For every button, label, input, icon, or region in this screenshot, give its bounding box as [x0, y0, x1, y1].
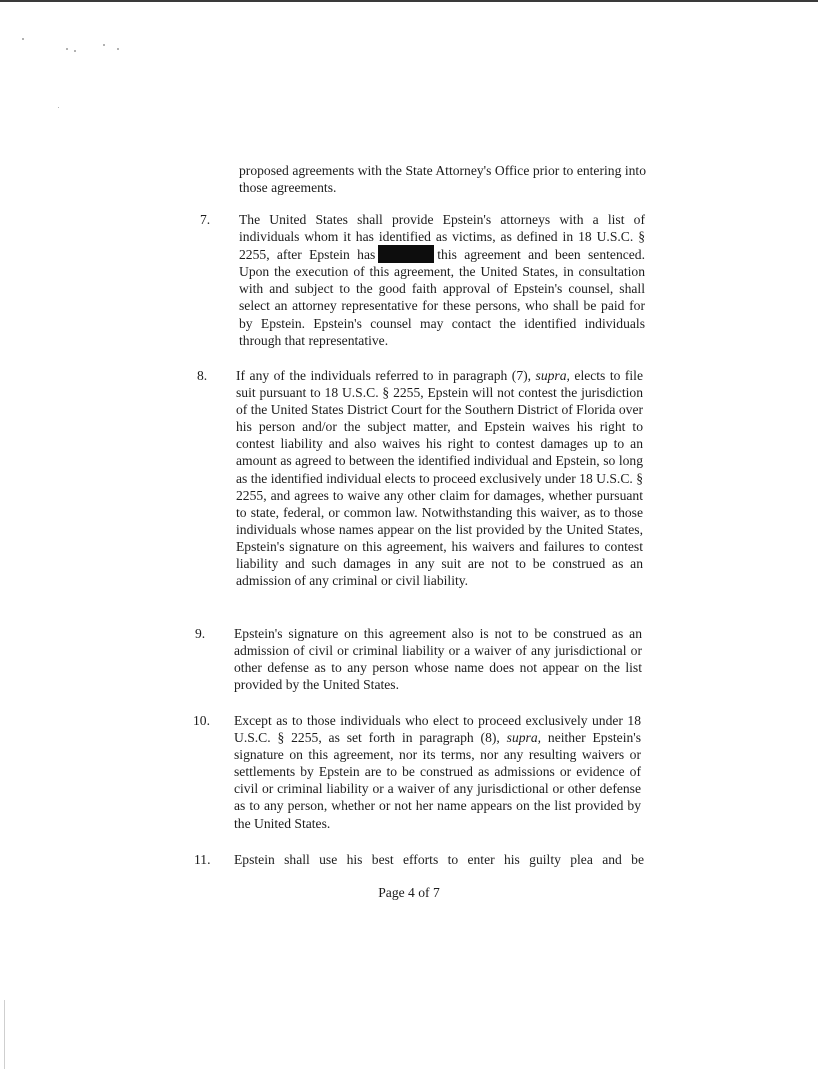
paragraph-number-10: 10.	[193, 713, 210, 728]
scan-speck	[117, 48, 119, 50]
paragraph-number-8: 8.	[197, 368, 208, 383]
paragraph-10	[234, 712, 641, 832]
paragraph-8	[236, 367, 643, 589]
scan-speck	[74, 50, 76, 52]
scan-speck	[58, 107, 59, 108]
paragraph-7-text-b: this agreement and been sentenced. Upon the execution of this agreement, the United States, in consultation with and subject to the good faith approval of Epstein's counsel, shall select an attorney representative for these persons, who shall be paid for by Epstein. Epstein's counsel may contact the identified individuals through that representative.	[239, 247, 645, 348]
scan-speck	[103, 44, 105, 46]
paragraph-7-text-a: The United States shall provide Epstein's attorneys with a list of individuals whom it has identified as victims, as defined in 18 U.S.C. § 2255, after Epstein has	[239, 212, 645, 263]
redaction-block	[378, 245, 434, 263]
scan-speck	[66, 48, 68, 50]
paragraph-8-supra: supra,	[535, 368, 570, 383]
paragraph-number-7: 7.	[200, 212, 211, 227]
paragraph-8-text-b: elects to file suit pursuant to 18 U.S.C. § 2255, Epstein will not contest the jurisdiction of the United States District Court for the Southern District of Florida over his person and/or the subject matter, and Epstein waives his right to contest liability and also waives his right to contest damages up to an amount as agreed to between the identified individual and Epstein, so long as the identified individual elects to proceed exclusively under 18 U.S.C. § 2255, and agrees to waive any other claim for damages, whether pursuant to state, federal, or common law. Notwithstanding this waiver, as to those individuals whose names appear on the list provided by the United States, Epstein's signature on this agreement, his waivers and failures to contest liability and such damages in any suit are not to be construed as an admission of any criminal or civil liability.	[236, 368, 643, 589]
paragraph-9: Epstein's signature on this agreement also is not to be construed as an admission of civil or criminal liability or a waiver of any jurisdictional or other defense as to any person whose name does not appear on the list provided by the United States.	[234, 626, 642, 693]
paragraph-7	[239, 211, 645, 349]
continuation-paragraph: proposed agreements with the State Attorney's Office prior to entering into those agreements.	[239, 163, 646, 196]
paragraph-10-supra: supra,	[506, 730, 542, 746]
paragraph-number-11: 11.	[194, 852, 211, 867]
scan-left-edge	[4, 1000, 5, 1069]
paragraph-11: Epstein shall use his best efforts to enter his guilty plea and be	[234, 852, 644, 867]
paragraph-number-9: 9.	[195, 626, 206, 641]
paragraph-10-text-b: neither Epstein's signature on this agreement, nor its terms, nor any resulting waivers or settlements by Epstein are to be construed as admissions or evidence of civil or criminal liability or a waiver of any jurisdictional or other defense as to any person, whether or not her name appears on the list provided by the United States.	[234, 730, 642, 831]
scan-speck	[22, 38, 24, 40]
page-footer: Page 4 of 7	[378, 885, 440, 900]
scan-top-border	[0, 0, 818, 2]
paragraph-8-text-a: If any of the individuals referred to in paragraph (7),	[236, 368, 532, 383]
paragraph-10-text-a: Except as to those individuals who elect to proceed exclusively under 18 U.S.C. § 2255, as set forth in paragraph (8),	[234, 713, 641, 746]
